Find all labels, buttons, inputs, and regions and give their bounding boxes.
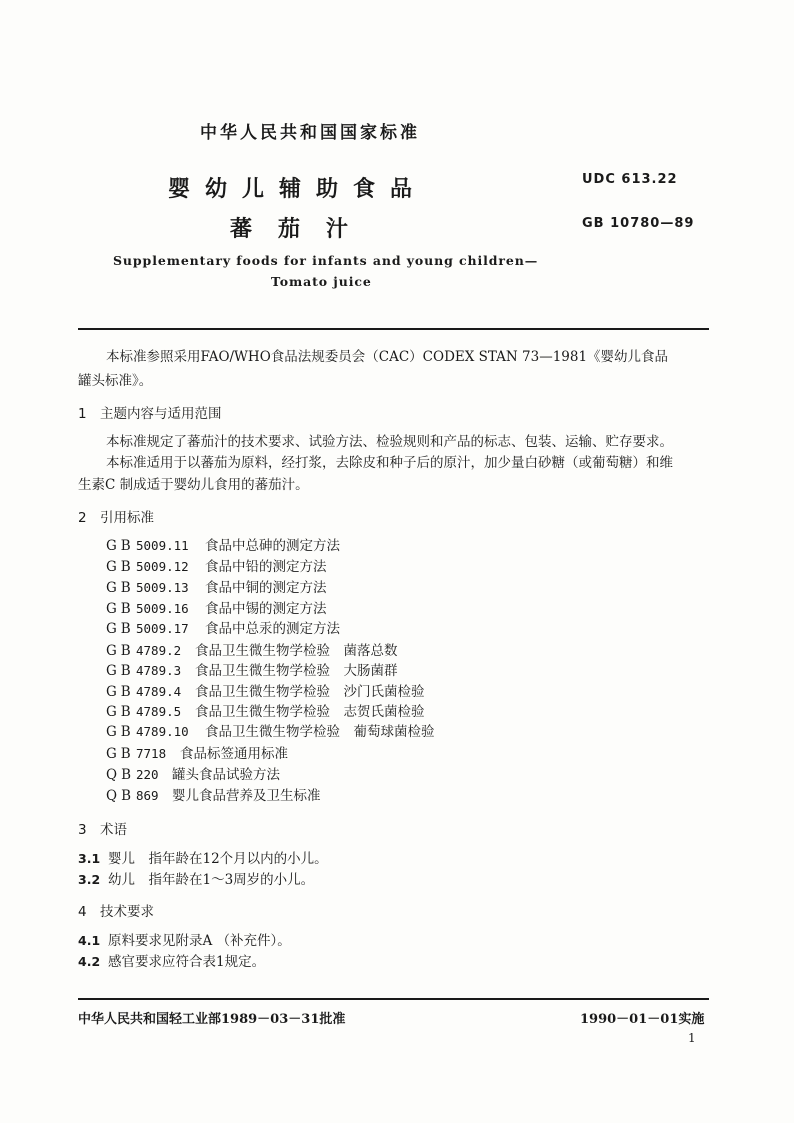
reference-title: 食品卫生微生物学检验 大肠菌群 — [195, 663, 398, 679]
reference-item — [106, 534, 340, 554]
footer-divider — [78, 998, 709, 1000]
section-title: 引用标准 — [100, 510, 154, 526]
reference-code: 869 — [136, 788, 159, 803]
requirement-item — [78, 929, 291, 949]
requirement-text: 感官要求应符合表1规定。 — [108, 954, 266, 970]
reference-prefix: GB — [106, 704, 135, 720]
section-2-heading — [78, 506, 154, 526]
reference-code: 5009.17 — [136, 621, 189, 636]
reference-code: 5009.16 — [136, 601, 189, 616]
reference-prefix: GB — [106, 663, 135, 679]
reference-title: 食品中铜的测定方法 — [205, 580, 327, 596]
reference-title: 食品标签通用标准 — [180, 746, 288, 762]
reference-code: 4789.3 — [136, 663, 182, 678]
implementation-date: 1990－01－01实施 — [580, 1012, 705, 1027]
reference-item — [106, 555, 327, 575]
reference-title: 罐头食品试验方法 — [172, 767, 280, 783]
reference-item — [106, 659, 398, 679]
reference-code: 4789.4 — [136, 684, 182, 699]
term-number: 3.2 — [78, 872, 101, 887]
reference-title: 食品中锡的测定方法 — [205, 601, 327, 617]
reference-prefix: GB — [106, 643, 135, 659]
reference-prefix: GB — [106, 724, 135, 740]
national-standard-label: 中华人民共和国国家标准 — [200, 123, 420, 143]
reference-prefix: GB — [106, 580, 135, 596]
reference-item — [106, 680, 425, 700]
english-title-line2: Tomato juice — [271, 274, 372, 289]
reference-title: 食品中总汞的测定方法 — [205, 621, 340, 637]
reference-code: 4789.5 — [136, 704, 182, 719]
approval-date: 中华人民共和国轻工业部1989－03－31批准 — [78, 1012, 346, 1027]
reference-prefix: QB — [106, 767, 135, 783]
section-3-heading — [78, 818, 127, 838]
requirement-item — [78, 950, 265, 970]
reference-title: 食品卫生微生物学检验 葡萄球菌检验 — [205, 724, 435, 740]
reference-item — [106, 720, 435, 740]
reference-title: 食品卫生微生物学检验 沙门氏菌检验 — [195, 684, 425, 700]
section-number: 4 — [78, 904, 87, 920]
reference-item — [106, 576, 327, 596]
document-title-line2: 蕃茄汁 — [230, 216, 375, 242]
reference-title: 食品卫生微生物学检验 菌落总数 — [195, 643, 398, 659]
term-text: 幼儿 指年龄在1～3周岁的小儿。 — [108, 872, 315, 888]
term-item — [78, 847, 328, 867]
reference-code: 5009.11 — [136, 538, 189, 553]
reference-title: 食品中总砷的测定方法 — [205, 538, 340, 554]
section-title: 术语 — [100, 822, 127, 838]
page-number: 1 — [688, 1031, 696, 1045]
term-item — [78, 868, 314, 888]
section-number: 1 — [78, 406, 87, 422]
reference-item — [106, 763, 280, 783]
section-number: 2 — [78, 510, 87, 526]
reference-prefix: GB — [106, 559, 135, 575]
section-title: 主题内容与适用范围 — [100, 406, 222, 422]
section-1-paragraph-2-line2: 生素C 制成适于婴幼儿食用的蕃茄汁。 — [78, 477, 309, 493]
reference-item — [106, 742, 288, 762]
reference-prefix: QB — [106, 788, 135, 804]
section-4-heading — [78, 900, 154, 920]
section-1-paragraph-1: 本标准规定了蕃茄汁的技术要求、试验方法、检验规则和产品的标志、包装、运输、贮存要求。 — [106, 434, 673, 450]
intro-line2: 罐头标准》。 — [78, 373, 153, 389]
reference-item — [106, 617, 340, 637]
reference-code: 4789.10 — [136, 724, 189, 739]
section-title: 技术要求 — [100, 904, 154, 920]
header-divider — [78, 328, 709, 330]
document-title-line1: 婴幼儿辅助食品 — [168, 176, 428, 202]
gb-number: GB 10780—89 — [582, 216, 695, 231]
udc-code: UDC 613.22 — [582, 172, 678, 187]
reference-item — [106, 700, 425, 720]
term-number: 3.1 — [78, 851, 101, 866]
english-title-line1: Supplementary foods for infants and young children— — [113, 253, 539, 268]
reference-title: 食品中铅的测定方法 — [205, 559, 327, 575]
reference-title: 婴儿食品营养及卫生标准 — [172, 788, 321, 804]
requirement-number: 4.2 — [78, 954, 101, 969]
section-1-paragraph-2-line1: 本标准适用于以蕃茄为原料，经打浆，去除皮和种子后的原汁，加少量白砂糖（或葡萄糖）和维 — [106, 455, 673, 471]
section-number: 3 — [78, 822, 87, 838]
reference-prefix: GB — [106, 601, 135, 617]
reference-prefix: GB — [106, 746, 135, 762]
reference-prefix: GB — [106, 538, 135, 554]
reference-code: 5009.13 — [136, 580, 189, 595]
reference-code: 7718 — [136, 746, 167, 761]
reference-code: 220 — [136, 767, 159, 782]
reference-code: 5009.12 — [136, 559, 189, 574]
intro-line1: 本标准参照采用FAO/WHO食品法规委员会（CAC）CODEX STAN 73—1981《婴幼儿食品 — [106, 349, 669, 365]
reference-code: 4789.2 — [136, 643, 182, 658]
reference-item — [106, 639, 398, 659]
reference-item — [106, 784, 321, 804]
reference-title: 食品卫生微生物学检验 志贺氏菌检验 — [195, 704, 425, 720]
reference-item — [106, 597, 327, 617]
reference-prefix: GB — [106, 621, 135, 637]
section-1-heading — [78, 402, 222, 422]
requirement-text: 原料要求见附录A （补充件）。 — [108, 933, 291, 949]
reference-prefix: GB — [106, 684, 135, 700]
term-text: 婴儿 指年龄在12个月以内的小儿。 — [108, 851, 328, 867]
requirement-number: 4.1 — [78, 933, 101, 948]
